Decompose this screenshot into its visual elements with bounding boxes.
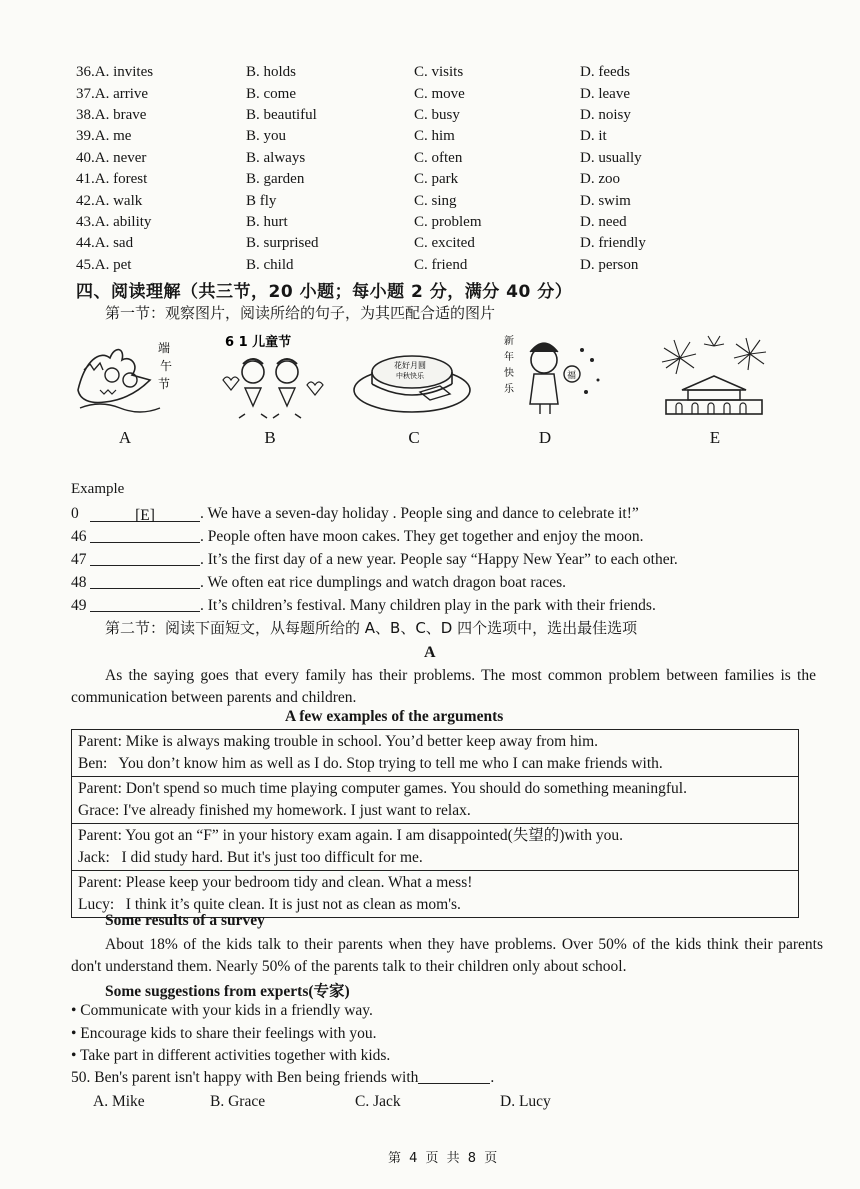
option-row	[76, 62, 696, 83]
option-cell: C. excited	[414, 235, 475, 252]
answer-blank[interactable]	[418, 1069, 490, 1084]
option-cell	[76, 83, 246, 104]
option-cell: D. person	[580, 256, 639, 273]
matching-number: 47	[71, 551, 87, 568]
option-cell: B. child	[246, 256, 294, 273]
answer-blank[interactable]	[90, 597, 200, 612]
question-end: .	[490, 1069, 495, 1086]
svg-text:午: 午	[160, 359, 173, 373]
matching-number: 49	[71, 597, 87, 614]
matching-number: 48	[71, 574, 87, 591]
option-cell: B. holds	[246, 64, 297, 81]
option-row	[76, 233, 696, 254]
suggest-title: Some suggestions from experts(专家)	[105, 983, 350, 1000]
question-text: 50. Ben's parent isn't happy with Ben being friends with	[71, 1069, 419, 1086]
option-row	[76, 190, 696, 211]
option-cell: D. it	[580, 128, 607, 145]
option-cell: B. always	[246, 149, 306, 166]
picture-label-e: E	[709, 428, 721, 447]
option-cell: D. feeds	[580, 64, 630, 81]
matching-number: 46	[71, 528, 87, 545]
option-a[interactable]: A. sad	[94, 235, 134, 252]
section-title: 四、阅读理解（共三节，20 小题；每小题 2 分，满分 40 分）	[76, 282, 573, 302]
svg-text:节: 节	[158, 377, 171, 391]
survey-title: Some results of a survey	[105, 912, 265, 929]
answer-blank[interactable]	[90, 528, 200, 543]
answer-blank[interactable]	[90, 574, 200, 589]
intro-paragraph	[71, 665, 816, 709]
question-number: 38.	[76, 106, 95, 123]
option-cell: D. usually	[580, 149, 642, 166]
child-line: Lucy: I think it’s quite clean. It is just not as clean as mom's.	[78, 896, 461, 913]
survey-text: About 18% of the kids talk to their parents when they have problems. Over 50% of the kids think their parents don't understand them. Nearly 50% of the parents talk to their children only about school.	[71, 936, 823, 975]
option-cell: D. friendly	[580, 235, 646, 252]
svg-text:年: 年	[504, 352, 514, 363]
option-cell: B. come	[246, 85, 296, 102]
a-side-text: 端	[158, 341, 171, 355]
option-a[interactable]: A. arrive	[94, 85, 149, 102]
question-number: 39.	[76, 128, 95, 145]
passage-letter: A	[424, 644, 436, 661]
matching-text: . It’s the first day of a new year. People say “Happy New Year” to each other.	[200, 551, 678, 568]
option-cell: D. noisy	[580, 106, 631, 123]
suggestion-item: • Take part in different activities together with kids.	[71, 1047, 391, 1064]
choice-b[interactable]: B. Grace	[210, 1093, 266, 1110]
option-cell: C. visits	[414, 64, 464, 81]
option-cell	[76, 212, 246, 233]
option-cell: B. surprised	[246, 235, 319, 252]
option-cell	[76, 190, 246, 211]
option-cell	[76, 169, 246, 190]
option-row	[76, 83, 696, 104]
moon-cake-picture	[350, 330, 475, 420]
option-cell	[76, 148, 246, 169]
choice-c[interactable]: C. Jack	[355, 1093, 401, 1110]
parent-line: Parent: Mike is always making trouble in school. You’d better keep away from him.	[78, 733, 599, 750]
suggestion-item: • Communicate with your kids in a friendly way.	[71, 1002, 373, 1019]
matching-text: . We often eat rice dumplings and watch dragon boat races.	[200, 574, 567, 591]
intro-text: As the saying goes that every family has their problems. The most common problem between families is the communication between parents and children.	[71, 667, 816, 706]
child-line: Ben: You don’t know him as well as I do. Stop trying to tell me who I can make friends with.	[78, 755, 663, 772]
matching-text: . It’s children’s festival. Many children play in the park with their friends.	[200, 597, 656, 614]
option-cell: D. zoo	[580, 171, 620, 188]
b-banner-text: 6 1 儿童节	[225, 335, 292, 350]
picture-label-d: D	[538, 428, 552, 447]
svg-text:新: 新	[504, 336, 514, 347]
child-line: Grace: I've already finished my homework. I just want to relax.	[78, 802, 471, 819]
question-50	[71, 1069, 494, 1087]
matching-item	[71, 528, 644, 546]
option-a[interactable]: A. pet	[94, 256, 132, 273]
section1-title: 第一节：观察图片，阅读所给的句子，为其匹配合适的图片	[105, 304, 496, 322]
option-cell: D. need	[580, 213, 627, 230]
matching-item	[71, 597, 656, 615]
option-cell: C. sing	[414, 192, 457, 209]
arguments-table	[71, 729, 799, 918]
option-a[interactable]: A. walk	[94, 192, 143, 209]
choice-d[interactable]: D. Lucy	[500, 1093, 551, 1110]
option-cell: C. park	[414, 171, 459, 188]
survey-paragraph	[71, 934, 823, 978]
picture-label-b: B	[264, 428, 276, 447]
options-table	[76, 62, 696, 276]
argument-row	[72, 871, 798, 917]
section2-title: 第二节：阅读下面短文，从每题所给的 A、B、C、D 四个选项中，选出最佳选项	[105, 619, 638, 637]
c-cake-text: 花好月圆	[394, 361, 426, 370]
child-line: Jack: I did study hard. But it's just too difficult for me.	[78, 849, 423, 866]
parent-line: Parent: Please keep your bedroom tidy and clean. What a mess!	[78, 874, 473, 891]
option-a[interactable]: A. brave	[94, 106, 147, 123]
page-footer: 第 4 页 共 8 页	[388, 1151, 500, 1166]
option-cell: C. him	[414, 128, 455, 145]
option-row	[76, 148, 696, 169]
matching-text: . People often have moon cakes. They get together and enjoy the moon.	[200, 528, 644, 545]
option-row	[76, 169, 696, 190]
svg-text:乐: 乐	[504, 384, 514, 395]
option-cell	[76, 126, 246, 147]
matching-item	[71, 574, 566, 592]
c-box-text: 中秋快乐	[396, 372, 424, 380]
option-cell: C. often	[414, 149, 463, 166]
parent-line: Parent: Don't spend so much time playing computer games. You should do something meaningful.	[78, 780, 687, 797]
option-a[interactable]: A. never	[94, 149, 147, 166]
matching-item	[71, 551, 678, 569]
option-cell: B. you	[246, 128, 287, 145]
option-cell: C. move	[414, 85, 465, 102]
option-row	[76, 212, 696, 233]
picture-label-c: C	[408, 428, 420, 447]
matching-number: 0	[71, 505, 79, 522]
matching-item	[71, 505, 639, 523]
option-cell	[76, 233, 246, 254]
question-number: 44.	[76, 235, 95, 252]
argument-row	[72, 777, 798, 824]
question-number: 45.	[76, 256, 95, 273]
option-cell: C. busy	[414, 106, 460, 123]
option-row	[76, 126, 696, 147]
question-number: 42.	[76, 192, 95, 209]
option-cell: C. friend	[414, 256, 468, 273]
national-day-picture	[652, 330, 777, 420]
example-label: Example	[71, 481, 125, 497]
option-cell: B. hurt	[246, 213, 288, 230]
new-year-picture	[500, 330, 610, 420]
option-a[interactable]: A. forest	[94, 171, 148, 188]
option-cell: C. problem	[414, 213, 482, 230]
option-cell	[76, 62, 246, 83]
question-number: 40.	[76, 149, 95, 166]
matching-text: . We have a seven-day holiday . People sing and dance to celebrate it!”	[200, 505, 639, 522]
question-number: 36.	[76, 64, 95, 81]
option-cell	[76, 105, 246, 126]
argument-row	[72, 824, 798, 871]
option-a[interactable]: A. invites	[94, 64, 154, 81]
question-number: 41.	[76, 171, 95, 188]
option-cell: B. garden	[246, 171, 305, 188]
question-number: 37.	[76, 85, 95, 102]
table-title: A few examples of the arguments	[285, 708, 504, 725]
option-cell	[76, 255, 246, 276]
option-row	[76, 255, 696, 276]
option-a[interactable]: A. me	[94, 128, 132, 145]
picture-label-a: A	[118, 428, 132, 447]
question-number: 43.	[76, 213, 95, 230]
suggestion-item: • Encourage kids to share their feelings with you.	[71, 1025, 377, 1042]
parent-line: Parent: You got an “F” in your history exam again. I am disappointed(失望的)with you.	[78, 827, 624, 844]
option-a[interactable]: A. ability	[94, 213, 152, 230]
argument-row	[72, 730, 798, 777]
option-row	[76, 105, 696, 126]
d-badge-text: 福	[567, 371, 577, 381]
childrens-day-picture	[215, 330, 325, 420]
option-cell: D. leave	[580, 85, 630, 102]
choice-a[interactable]: A. Mike	[93, 1093, 145, 1110]
option-cell: B fly	[246, 192, 277, 209]
svg-text:快: 快	[504, 368, 514, 379]
option-cell: D. swim	[580, 192, 631, 209]
answer-blank: [E]	[90, 507, 200, 522]
answer-blank[interactable]	[90, 551, 200, 566]
option-cell: B. beautiful	[246, 106, 317, 123]
dragon-boat-picture	[70, 330, 180, 420]
